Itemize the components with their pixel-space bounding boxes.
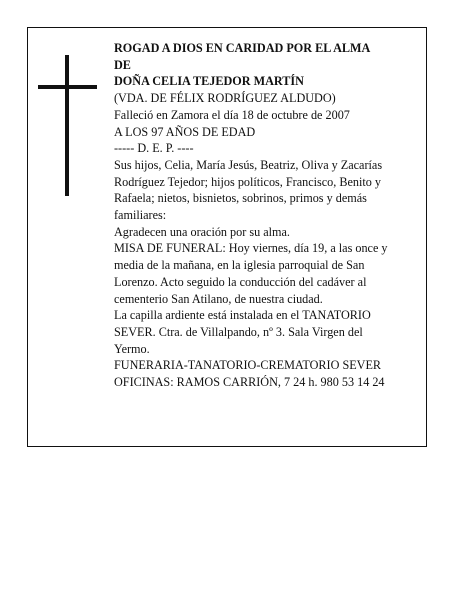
deceased-name: DOÑA CELIA TEJEDOR MARTÍN: [114, 74, 304, 89]
cross-vertical-bar: [65, 55, 69, 196]
chapel-line: SEVER. Ctra. de Villalpando, nº 3. Sala Virgen del: [114, 324, 363, 339]
cross-horizontal-bar: [38, 85, 97, 89]
header-line-2: DE: [114, 57, 131, 72]
thanks: Agradecen una oración por su alma.: [114, 224, 290, 239]
family-line: familiares:: [114, 208, 167, 223]
mass-line: Lorenzo. Acto seguido la conducción del cadáver al: [114, 274, 367, 289]
funeral-home: FUNERARIA-TANATORIO-CREMATORIO SEVER: [114, 358, 382, 373]
obituary-text: [114, 40, 426, 391]
header-line-1: ROGAD A DIOS EN CARIDAD POR EL ALMA: [114, 41, 371, 55]
mass-line: media de la mañana, en la iglesia parroquial de San: [114, 258, 365, 273]
rip: ----- D. E. P. ----: [114, 141, 194, 156]
widow-of: (VDA. DE FÉLIX RODRÍGUEZ ALDUDO): [114, 91, 336, 106]
chapel-line: La capilla ardiente está instalada en el TANATORIO: [114, 308, 371, 323]
offices: OFICINAS: RAMOS CARRIÓN, 7 24 h. 980 53 14 24: [114, 375, 385, 390]
mass-line: cementerio San Atilano, de nuestra ciudad.: [114, 291, 323, 306]
chapel-line: Yermo.: [114, 341, 150, 356]
death-info: Falleció en Zamora el día 18 de octubre de 2007: [114, 107, 350, 122]
age: A LOS 97 AÑOS DE EDAD: [114, 124, 256, 139]
family-line: Rodríguez Tejedor; hijos políticos, Francisco, Benito y: [114, 174, 382, 189]
family-line: Rafaela; nietos, bisnietos, sobrinos, primos y demás: [114, 191, 367, 206]
mass-line: MISA DE FUNERAL: Hoy viernes, día 19, a las once y: [114, 241, 388, 256]
family-line: Sus hijos, Celia, María Jesús, Beatriz, Oliva y Zacarías: [114, 157, 383, 172]
